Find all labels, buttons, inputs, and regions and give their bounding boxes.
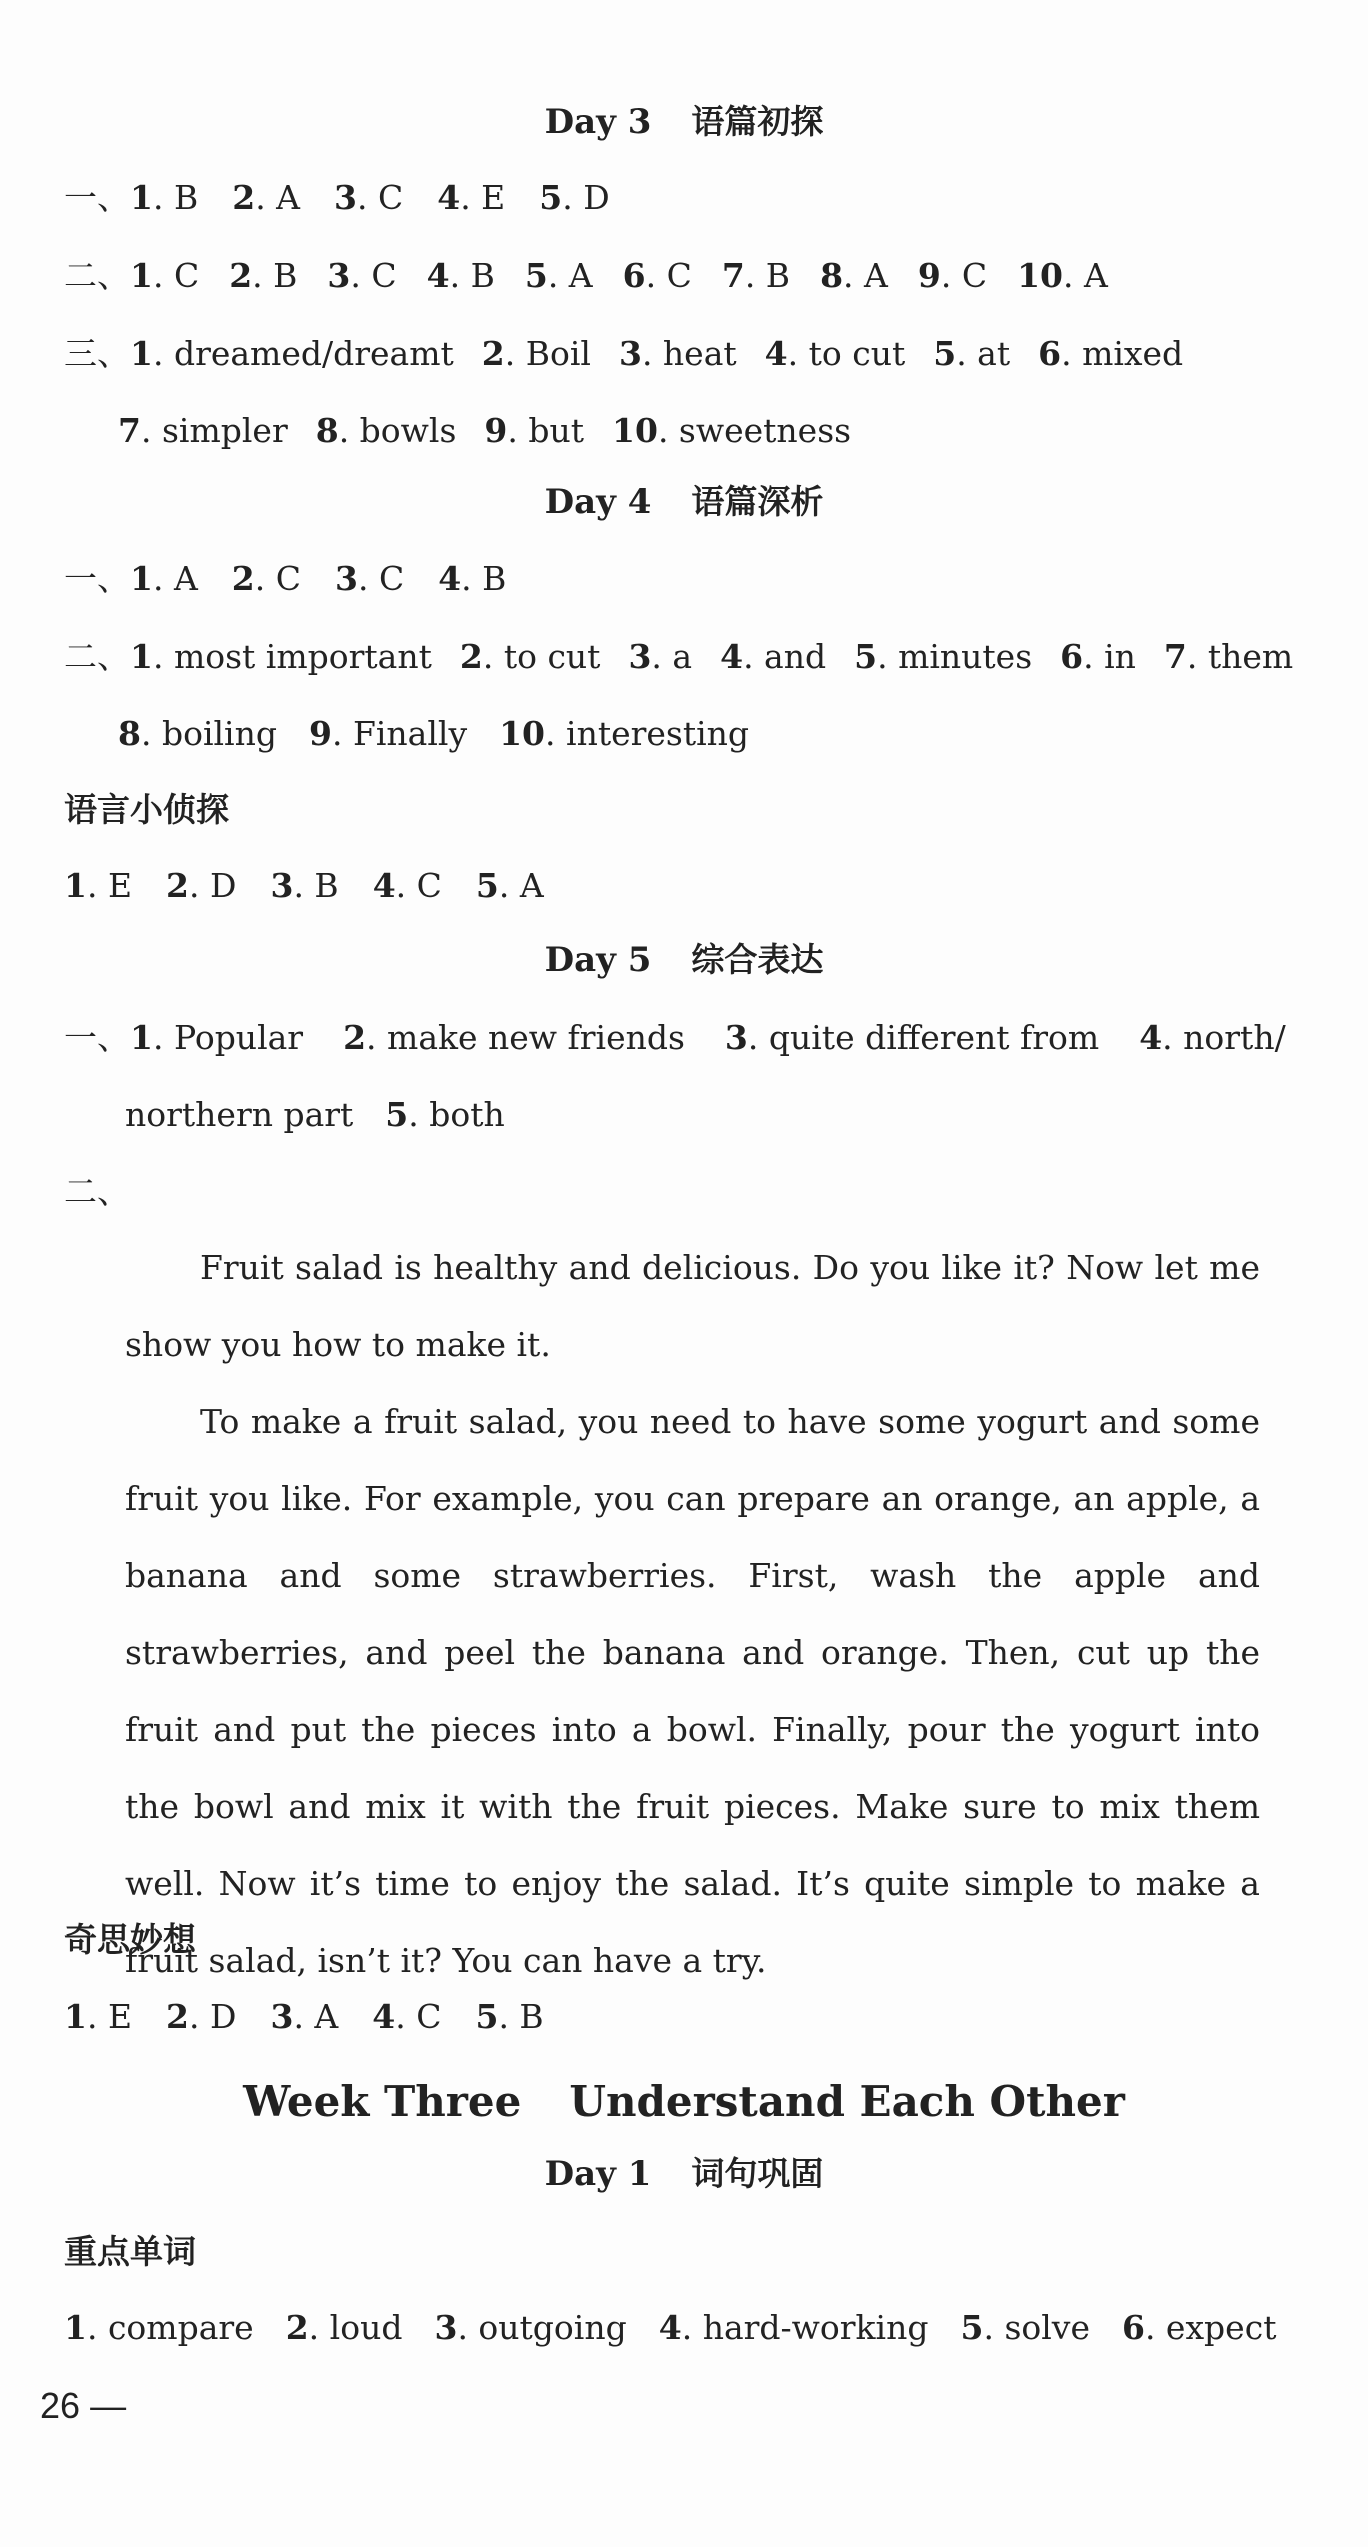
week-three-title: Week Three Understand Each Other xyxy=(243,2077,1125,2126)
answer-item: 1. E xyxy=(64,1997,133,2036)
answer-item: 5. solve xyxy=(960,2308,1090,2347)
answer-item: 5. A xyxy=(475,866,544,905)
answer-item: 3. quite different from xyxy=(724,1018,1100,1057)
answer-item: 1. A xyxy=(130,559,198,598)
answer-item: 9. C xyxy=(917,256,988,295)
answer-item: 4. and xyxy=(720,637,827,676)
answer-item: 3. a xyxy=(628,637,693,676)
answer-item: 1. C xyxy=(130,256,200,295)
answer-item: 5. minutes xyxy=(854,637,1033,676)
answer-item: 1. most important xyxy=(130,637,432,676)
day3-section1: 一、1. B 2. A 3. C 4. E 5. D xyxy=(64,178,610,217)
answer-item: 4. C xyxy=(372,866,442,905)
keywords-answers xyxy=(64,2308,1276,2348)
day4-heading: Day 4 语篇深析 xyxy=(544,482,824,522)
day5-section1-line1: 一、1. Popular 2. make new friends 3. quite different from 4. north/ xyxy=(64,1018,1286,1057)
answer-item: 4. north/ xyxy=(1139,1018,1286,1057)
essay-paragraph-1: Fruit salad is healthy and delicious. Do you like it? Now let me show you how to make it. xyxy=(125,1248,1260,1364)
answer-item: 6. C xyxy=(622,256,692,295)
answer-item: 2. A xyxy=(232,178,301,217)
answer-item: 4. E xyxy=(437,178,506,217)
day4-section2-line1: 二、1. most important 2. to cut 3. a 4. and 5. minutes 6. in 7. them xyxy=(64,637,1294,676)
answer-item: 2. C xyxy=(231,559,301,598)
answer-item: 3. heat xyxy=(618,334,737,373)
language-detective-answers xyxy=(64,866,544,906)
answer-item: 2. B xyxy=(229,256,298,295)
answer-item: 1. B xyxy=(130,178,199,217)
keywords-title: 重点单词 xyxy=(64,2232,196,2271)
answer-item: 4. B xyxy=(438,559,507,598)
day5-section1-line2: northern part 5. both xyxy=(125,1095,505,1134)
day4-section2-line2 xyxy=(118,714,749,754)
day5-section2-label: 二、 xyxy=(64,1172,130,1211)
fantasy-answers xyxy=(64,1997,544,2037)
answer-item: 3. C xyxy=(335,559,405,598)
day3-section3-line1: 三、1. dreamed/dreamt 2. Boil 3. heat 4. to cut 5. at 6. mixed xyxy=(64,334,1184,373)
page-number: 26 — xyxy=(40,2385,127,2426)
answer-item: 9. Finally xyxy=(309,714,468,753)
answer-item: 4. to cut xyxy=(764,334,906,373)
answer-item: 1. E xyxy=(64,866,133,905)
answer-item: 4. B xyxy=(426,256,495,295)
answer-item: 5. B xyxy=(475,1997,544,2036)
answer-item: 3. outgoing xyxy=(434,2308,627,2347)
answer-item: 9. but xyxy=(484,411,584,450)
answer-item: 5. at xyxy=(933,334,1011,373)
answer-item: 10. A xyxy=(1017,256,1108,295)
answer-item: 5. both xyxy=(385,1095,505,1134)
answer-item: 7. simpler xyxy=(118,411,288,450)
answer-item: 8. boiling xyxy=(118,714,277,753)
day3-section2: 二、1. C 2. B 3. C 4. B 5. A 6. C 7. B 8. A 9. C 10. A xyxy=(64,256,1108,295)
answer-item: 5. D xyxy=(539,178,610,217)
day3-heading: Day 3 语篇初探 xyxy=(544,102,824,142)
answer-item: 3. B xyxy=(270,866,339,905)
essay xyxy=(125,1229,1260,1999)
answer-item: 1. dreamed/dreamt xyxy=(130,334,454,373)
answer-item: 2. make new friends xyxy=(343,1018,685,1057)
day3-section3-line2 xyxy=(118,411,851,451)
answer-item: 8. A xyxy=(820,256,888,295)
fantasy-title: 奇思妙想 xyxy=(64,1920,196,1959)
answer-item: 6. mixed xyxy=(1038,334,1184,373)
answer-item: 2. Boil xyxy=(481,334,591,373)
answer-item: 2. D xyxy=(166,866,237,905)
answer-item: 8. bowls xyxy=(315,411,457,450)
language-detective-title: 语言小侦探 xyxy=(64,790,229,829)
answer-item: 1. compare xyxy=(64,2308,254,2347)
answer-item: 2. loud xyxy=(285,2308,403,2347)
answer-item: 2. to cut xyxy=(459,637,601,676)
answer-item: 1. Popular xyxy=(130,1018,304,1057)
answer-item: 10. sweetness xyxy=(612,411,852,450)
answer-item: 5. A xyxy=(524,256,593,295)
day4-section1: 一、1. A 2. C 3. C 4. B xyxy=(64,559,507,598)
answer-item: 3. A xyxy=(270,1997,339,2036)
week3-day1-heading: Day 1 词句巩固 xyxy=(544,2154,824,2194)
answer-item: 10. interesting xyxy=(499,714,750,753)
answer-item: 4. hard-working xyxy=(658,2308,929,2347)
day5-heading: Day 5 综合表达 xyxy=(544,940,824,980)
answer-item: 7. B xyxy=(721,256,791,295)
answer-item: 7. them xyxy=(1163,637,1294,676)
answer-item: 3. C xyxy=(334,178,404,217)
essay-paragraph-2: To make a fruit salad, you need to have some yogurt and some fruit you like. For example, you can prepare an orange, an apple, a banana and some strawberries. First, wash the apple and strawberries, and peel the banana and orange. Then, cut up the fruit and put the pieces into a bowl. Finally, pour the yogurt into the bowl and mix it with the fruit pieces. Make sure to mix them well. Now it’s time to enjoy the salad. It’s quite simple to make a fruit salad, isn’t it? You can have a try. xyxy=(125,1402,1260,1980)
answer-item: 6. in xyxy=(1060,637,1136,676)
answer-item: 6. expect xyxy=(1121,2308,1277,2347)
answer-item: 4. C xyxy=(372,1997,442,2036)
answer-item: 2. D xyxy=(166,1997,237,2036)
answer-item: 3. C xyxy=(327,256,397,295)
